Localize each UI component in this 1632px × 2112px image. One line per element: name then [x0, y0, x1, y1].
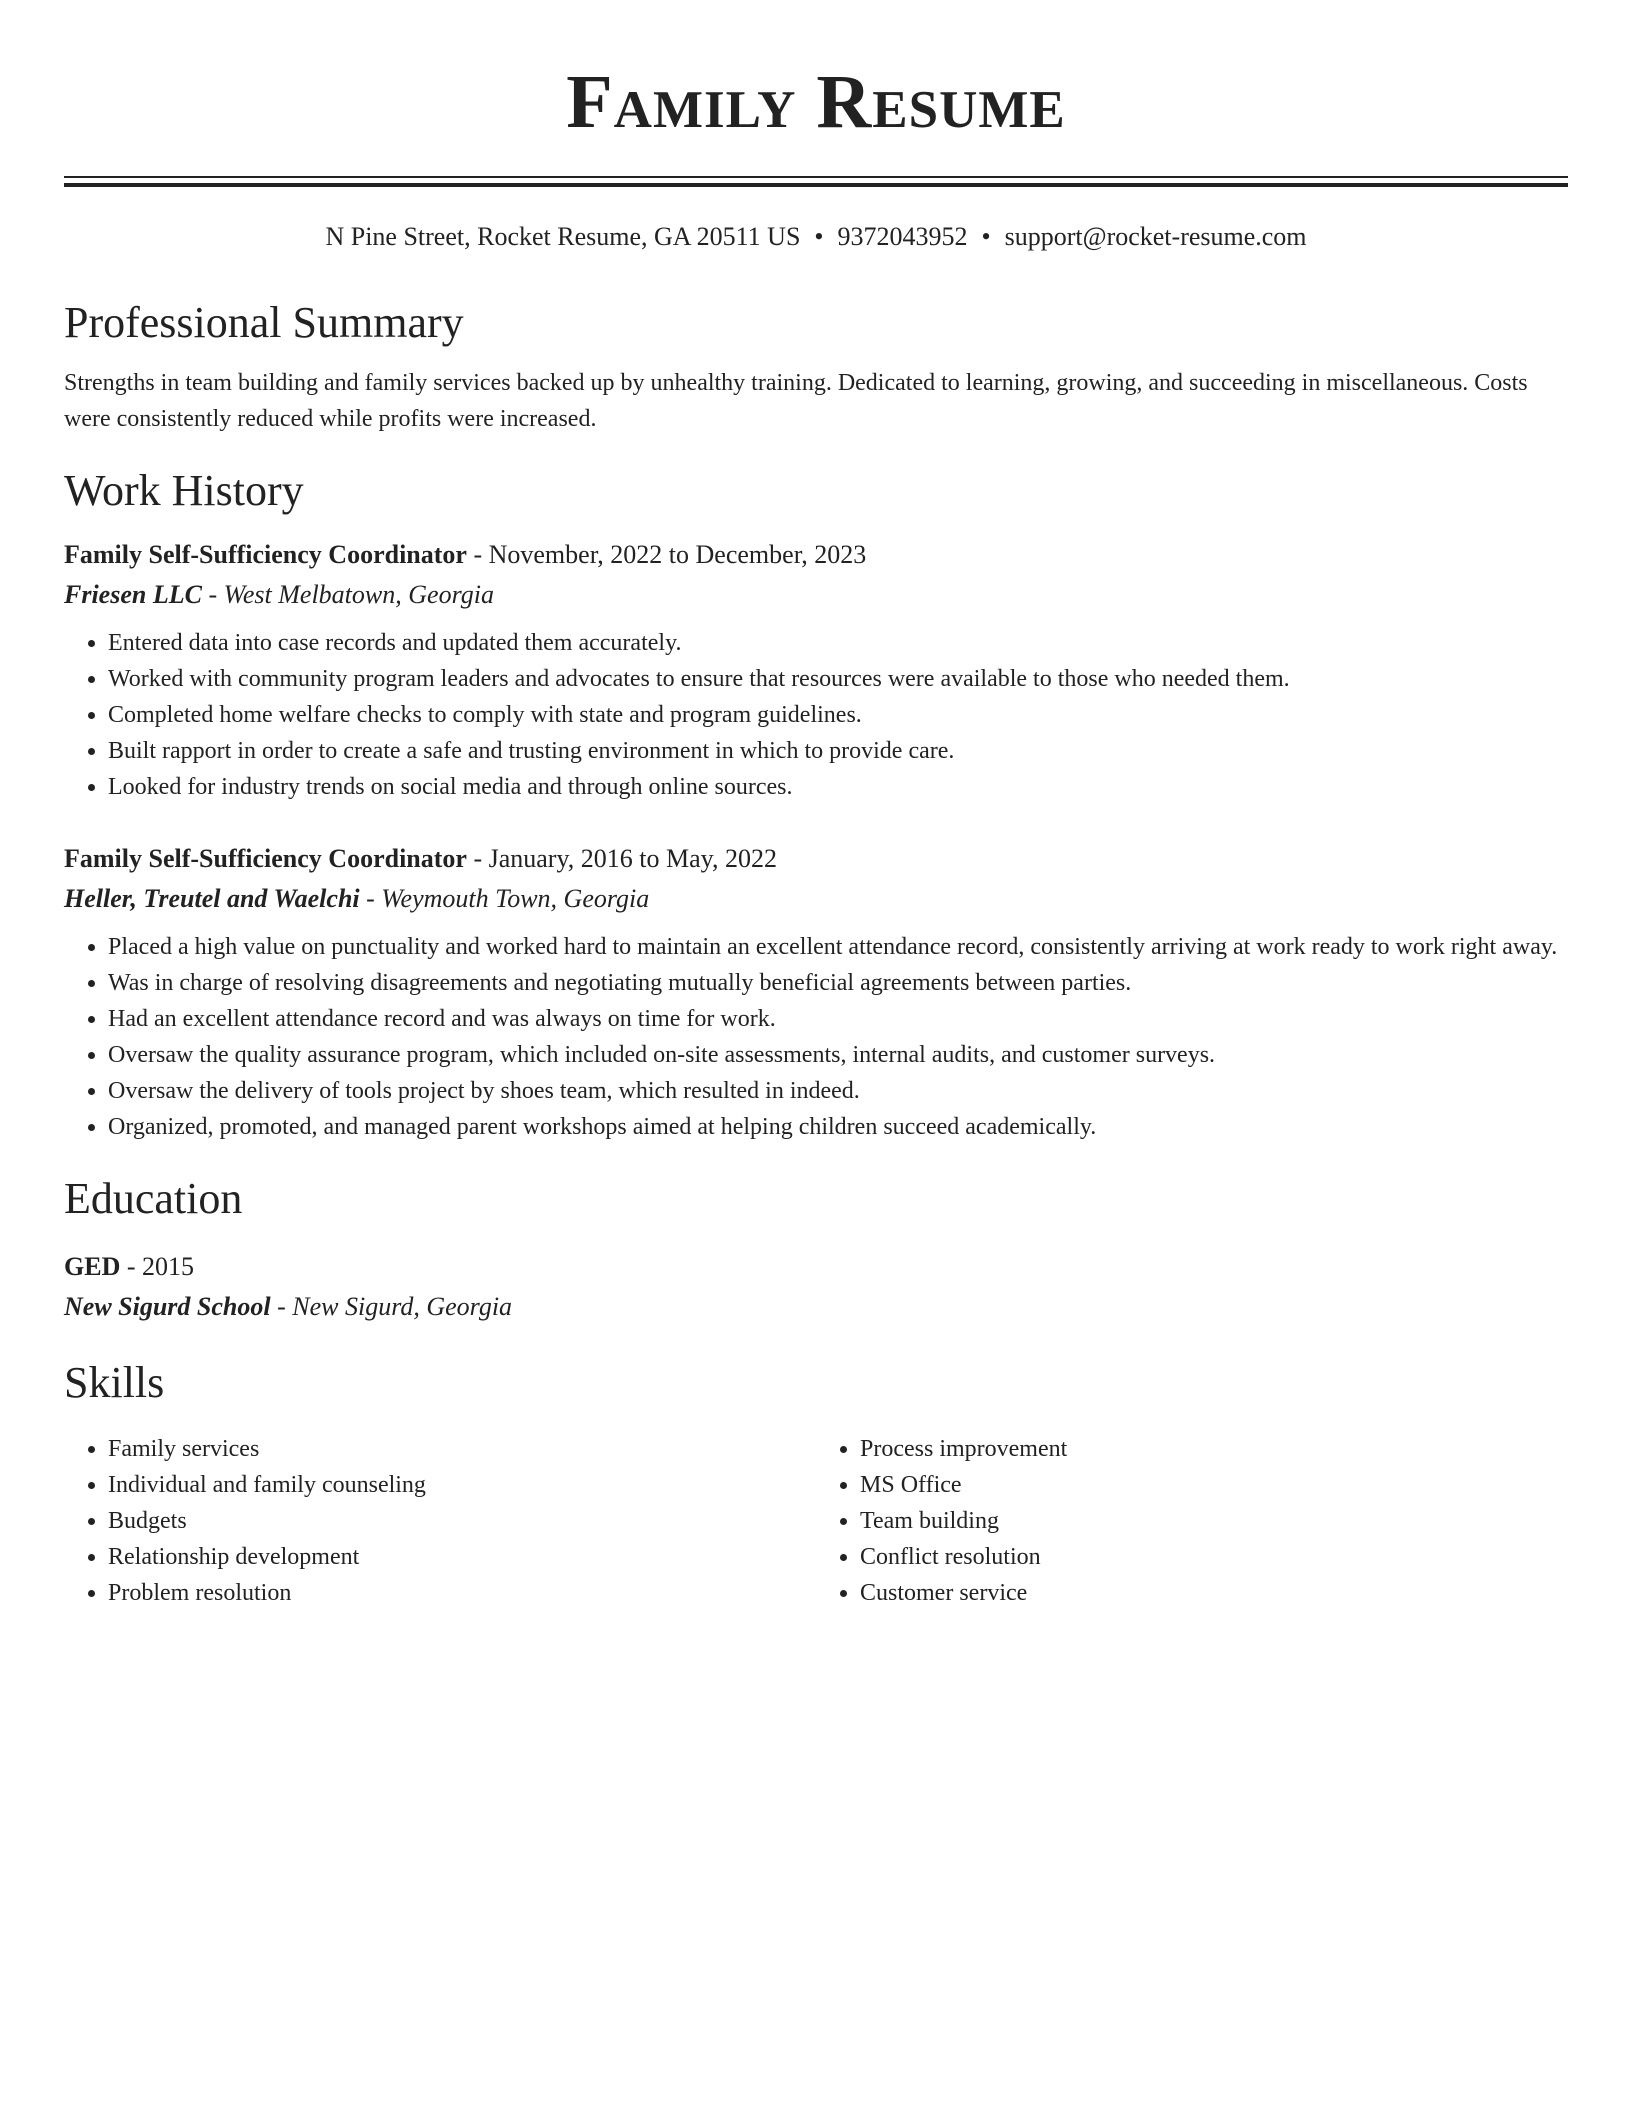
list-item: • Was in charge of resolving disagreements and negotiating mutually beneficial agreements between parties. [108, 965, 1568, 1001]
list-item: • Oversaw the delivery of tools project by shoes team, which resulted in indeed. [108, 1073, 1568, 1109]
education-school-line [64, 1287, 1568, 1327]
education-entry [64, 1247, 1568, 1327]
list-item: • Completed home welfare checks to comply with state and program guidelines. [108, 697, 1568, 733]
list-item: • Entered data into case records and updated them accurately. [108, 625, 1568, 661]
list-item: • Placed a high value on punctuality and worked hard to maintain an excellent attendance record, consistently arriving at work ready to work right away. [108, 929, 1568, 965]
job-location: - West Melbatown, Georgia [201, 580, 494, 609]
skills-columns [64, 1431, 1568, 1611]
header-double-rule [64, 176, 1568, 187]
job-position: Family Self-Sufficiency Coordinator [64, 844, 467, 873]
contact-email: support@rocket-resume.com [1004, 222, 1307, 251]
job-dates: - November, 2022 to December, 2023 [466, 540, 867, 569]
list-item: • Had an excellent attendance record and was always on time for work. [108, 1001, 1568, 1037]
list-item: • Worked with community program leaders and advocates to ensure that resources were available to those who needed them. [108, 661, 1568, 697]
job-company: Heller, Treutel and Waelchi [64, 884, 360, 913]
education-year: - 2015 [120, 1252, 195, 1281]
skills-heading: Skills [64, 1358, 165, 1407]
summary-heading: Professional Summary [64, 298, 464, 347]
list-item: • Conflict resolution [860, 1539, 1568, 1575]
job-company-line [64, 575, 1568, 615]
list-item: • Built rapport in order to create a safe and trusting environment in which to provide care. [108, 733, 1568, 769]
list-item: • Looked for industry trends on social media and through online sources. [108, 769, 1568, 805]
list-item: • Budgets [108, 1503, 816, 1539]
skills-list-right [816, 1431, 1568, 1611]
list-item: • Individual and family counseling [108, 1467, 816, 1503]
job-title-line [64, 839, 1568, 879]
job-title-line [64, 535, 1568, 575]
job-bullets [64, 929, 1568, 1145]
list-item: • Organized, promoted, and managed parent workshops aimed at helping children succeed academically. [108, 1109, 1568, 1145]
contact-line [64, 219, 1568, 255]
job-entry [64, 535, 1568, 805]
education-school: New Sigurd School [64, 1292, 271, 1321]
contact-address: N Pine Street, Rocket Resume, GA 20511 US [325, 222, 801, 251]
job-company-line [64, 879, 1568, 919]
list-item: • MS Office [860, 1467, 1568, 1503]
list-item: • Family services [108, 1431, 816, 1467]
resume-name: Family Resume [566, 60, 1066, 144]
job-company: Friesen LLC [64, 580, 202, 609]
education-degree-line [64, 1247, 1568, 1287]
list-item: • Team building [860, 1503, 1568, 1539]
list-item: • Relationship development [108, 1539, 816, 1575]
education-degree: GED [64, 1252, 121, 1281]
education-location: - New Sigurd, Georgia [270, 1292, 513, 1321]
list-item: • Customer service [860, 1575, 1568, 1611]
education-heading: Education [64, 1174, 243, 1223]
list-item: • Oversaw the quality assurance program, which included on-site assessments, internal audits, and customer surveys. [108, 1037, 1568, 1073]
summary-text: Strengths in team building and family services backed up by unhealthy training. Dedicated to learning, growing, and succeeding in miscellaneous. Costs were consistently reduced while profits were increased. [64, 370, 1528, 432]
job-dates: - January, 2016 to May, 2022 [466, 844, 777, 873]
list-item: • Problem resolution [108, 1575, 816, 1611]
contact-separator: • [814, 222, 824, 251]
work-history-heading: Work History [64, 466, 304, 515]
job-position: Family Self-Sufficiency Coordinator [64, 540, 467, 569]
contact-phone: 9372043952 [837, 222, 968, 251]
job-bullets [64, 625, 1568, 805]
contact-separator: • [981, 222, 991, 251]
list-item: • Process improvement [860, 1431, 1568, 1467]
job-location: - Weymouth Town, Georgia [359, 884, 650, 913]
skills-list-left [64, 1431, 816, 1611]
job-entry [64, 839, 1568, 1145]
